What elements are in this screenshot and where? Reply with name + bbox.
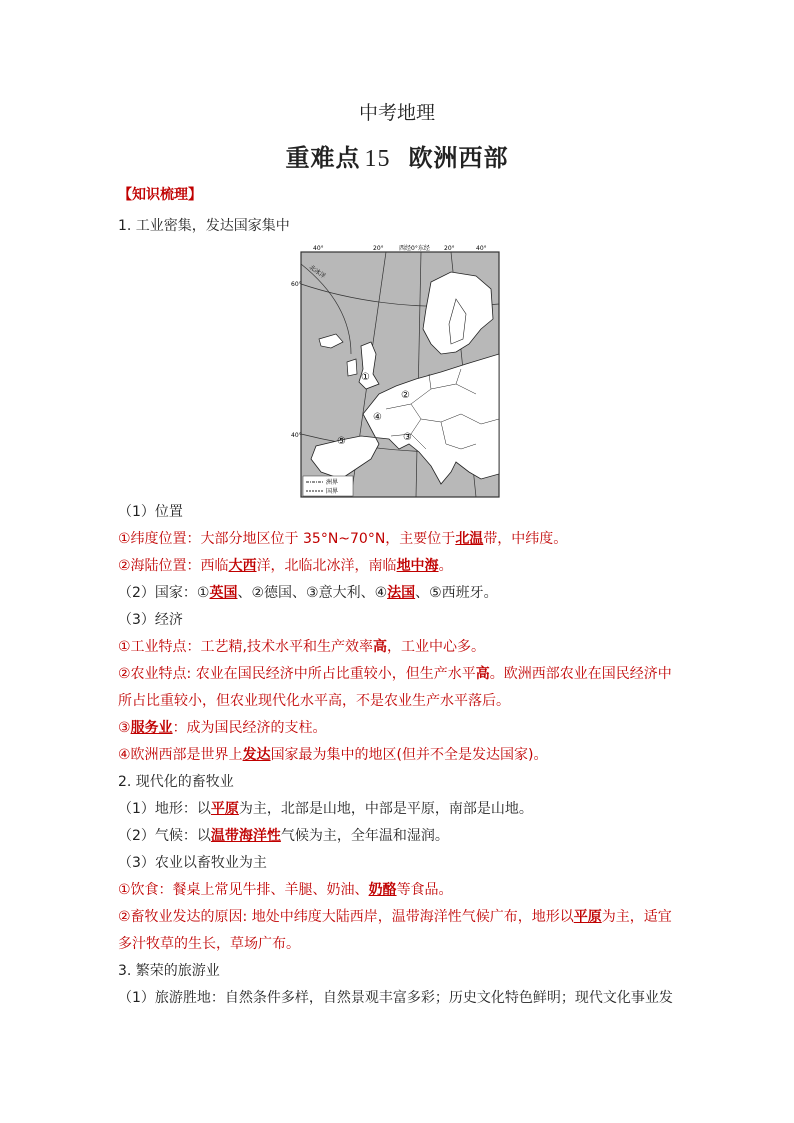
text-line: ①饮食：餐桌上常见牛排、羊腿、奶油、奶酪等食品。	[118, 882, 453, 898]
country-marker: ③	[403, 432, 412, 443]
text-line: （2）国家：①英国、②德国、③意大利、④法国、⑤西班牙。	[118, 585, 498, 601]
keyword: 服务业	[130, 720, 173, 736]
keyword: 法国	[387, 585, 416, 601]
page-subtitle	[0, 138, 794, 173]
subtitle-label: 重难点	[285, 144, 361, 172]
text-line: （3）经济	[118, 612, 183, 628]
lon-label: 西经0°东经	[399, 245, 430, 252]
text-line: ②海陆位置：西临大西洋，北临北冰洋，南临地中海。	[118, 558, 453, 574]
sea-label: 北冰洋	[307, 263, 327, 280]
text-line: ③服务业：成为国民经济的支柱。	[118, 720, 327, 736]
lat-label: 60°	[291, 281, 302, 288]
country-marker: ④	[373, 412, 382, 423]
keyword: 奶酪	[368, 882, 397, 898]
page-title: 中考地理	[358, 102, 435, 124]
keyword: 高	[475, 666, 490, 682]
keyword: 平原	[210, 801, 239, 817]
country-marker: ②	[401, 390, 410, 401]
text-line: ②畜牧业发达的原因: 地处中纬度大陆西岸，温带海洋性气候广布，地形以平原为主，适宜	[118, 909, 672, 925]
text-line: 多汁牧草的生长，草场广布。	[118, 936, 300, 952]
heading-industry: 1. 工业密集，发达国家集中	[118, 218, 290, 234]
text-line: （1）地形：以平原为主，北部是山地，中部是平原，南部是山地。	[118, 801, 533, 817]
legend-label: 国界	[326, 488, 339, 495]
subtitle-number: 15	[364, 146, 391, 172]
text-line: 所占比重较小，但农业现代化水平高，不是农业生产水平落后。	[118, 693, 510, 709]
country-marker: ①	[361, 372, 370, 383]
lon-label: 20°	[444, 245, 455, 252]
text-line: ②农业特点: 农业在国民经济中所占比重较小，但生产水平高。欧洲西部农业在国民经济中	[118, 666, 672, 682]
heading-tourism: 3. 繁荣的旅游业	[118, 963, 220, 979]
text-line: （1）旅游胜地：自然条件多样，自然景观丰富多彩；历史文化特色鲜明；现代文化事业发	[118, 990, 673, 1006]
country-marker: ⑤	[337, 436, 346, 447]
text-line: ④欧洲西部是世界上发达国家最为集中的地区(但并不全是发达国家)。	[118, 747, 548, 763]
text-line: ①纬度位置：大部分地区位于 35°N~70°N，主要位于北温带，中纬度。	[118, 531, 568, 547]
text-line: （2）气候：以温带海洋性气候为主，全年温和湿润。	[118, 828, 449, 844]
lon-label: 40°	[313, 245, 324, 252]
keyword: 温带海洋性	[210, 828, 281, 844]
heading-livestock: 2. 现代化的畜牧业	[118, 774, 234, 790]
keyword: 高	[373, 639, 387, 655]
keyword: 地中海	[396, 558, 439, 574]
legend-label: 洲界	[326, 479, 339, 486]
keyword: 英国	[209, 585, 238, 601]
section-heading: 【知识梳理】	[118, 187, 202, 203]
lon-label: 40°	[476, 245, 487, 252]
text-line: （1）位置	[118, 504, 183, 520]
keyword: 北温	[455, 531, 484, 547]
text-line: （3）农业以畜牧业为主	[118, 855, 267, 871]
lon-label: 20°	[373, 245, 384, 252]
keyword: 发达	[242, 747, 271, 763]
text-line: ①工业特点：工艺精,技术水平和生产效率高，工业中心多。	[118, 639, 485, 655]
lat-label: 40°	[291, 432, 302, 439]
subtitle-topic: 欧洲西部	[408, 144, 509, 172]
europe-map	[291, 244, 504, 500]
keyword: 平原	[573, 909, 602, 925]
keyword: 大西	[228, 558, 257, 574]
